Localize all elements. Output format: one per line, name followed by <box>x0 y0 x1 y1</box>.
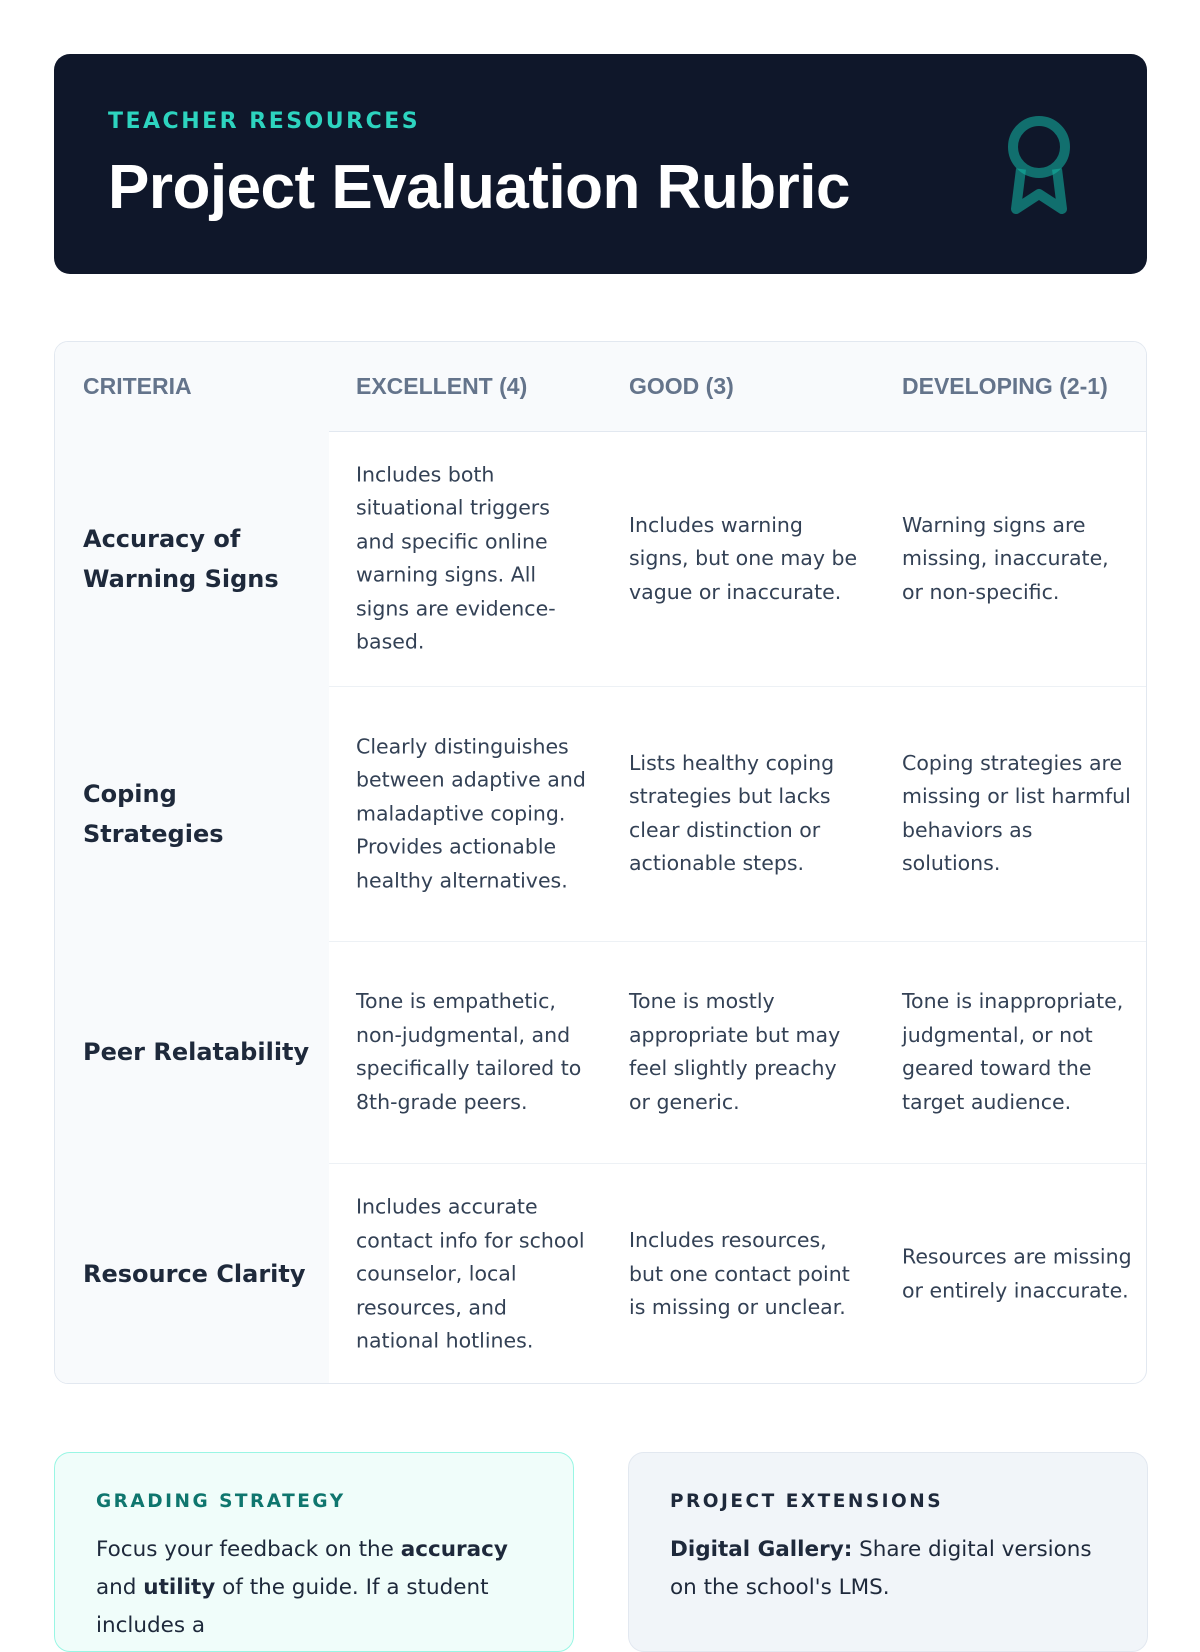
project-extensions-heading: PROJECT EXTENSIONS <box>670 1491 944 1512</box>
digital-gallery-label: Digital Gallery: <box>670 1537 853 1562</box>
page-title: Project Evaluation Rubric <box>108 153 851 222</box>
criteria-label: Coping Strategies <box>83 779 224 848</box>
developing-cell: Resources are missing or entirely inaccurate. <box>902 1244 1132 1302</box>
header-eyebrow: TEACHER RESOURCES <box>108 109 421 134</box>
excellent-cell: Tone is empathetic, non-judgmental, and specifically tailored to 8th-grade peers. <box>356 989 582 1114</box>
good-cell: Lists healthy coping strategies but lacks clear distinction or actionable steps. <box>629 750 835 875</box>
grading-strategy-heading: GRADING STRATEGY <box>96 1491 346 1512</box>
criteria-cell <box>55 1163 329 1384</box>
table-row <box>55 431 1146 687</box>
good-cell: Tone is mostly appropriate but may feel slightly preachy or generic. <box>629 989 841 1114</box>
grading-text-part: and <box>96 1575 144 1600</box>
grading-strategy-text <box>96 1531 536 1645</box>
rubric-table <box>54 341 1147 1384</box>
column-header-good: GOOD (3) <box>629 373 734 399</box>
project-extensions-card <box>628 1452 1148 1652</box>
table-row <box>55 941 1146 1164</box>
header-banner <box>54 54 1147 274</box>
column-header-criteria: CRITERIA <box>83 373 192 399</box>
table-row <box>55 686 1146 942</box>
grading-text-part: Focus your feedback on the <box>96 1537 401 1562</box>
criteria-cell <box>55 431 329 686</box>
table-header <box>55 342 1146 432</box>
good-cell: Includes warning signs, but one may be vague or inaccurate. <box>629 512 858 604</box>
project-extensions-text <box>670 1531 1110 1607</box>
excellent-cell: Includes accurate contact info for school counselor, local resources, and national hotlines. <box>356 1194 585 1353</box>
column-header-excellent: EXCELLENT (4) <box>356 373 528 399</box>
column-header-developing: DEVELOPING (2-1) <box>902 373 1108 399</box>
criteria-label: Peer Relatability <box>83 1038 310 1066</box>
digital-gallery-text: Share digital versions on the school's LMS. <box>670 1537 1092 1600</box>
grading-emphasis-utility: utility <box>143 1575 216 1600</box>
table-row <box>55 1163 1146 1384</box>
grading-emphasis-accuracy: accuracy <box>400 1537 508 1562</box>
criteria-cell <box>55 941 329 1163</box>
good-cell: Includes resources, but one contact point is missing or unclear. <box>629 1227 850 1319</box>
criteria-label: Accuracy of Warning Signs <box>83 524 279 593</box>
excellent-cell: Clearly distinguishes between adaptive and maladaptive coping. Provides actionable healthy alternatives. <box>356 733 586 892</box>
award-ribbon-icon <box>1006 114 1072 214</box>
developing-cell: Warning signs are missing, inaccurate, or non-specific. <box>902 512 1109 604</box>
grading-strategy-card <box>54 1452 574 1652</box>
developing-cell: Coping strategies are missing or list harmful behaviors as solutions. <box>902 750 1131 875</box>
criteria-label: Resource Clarity <box>83 1260 306 1288</box>
excellent-cell: Includes both situational triggers and specific online warning signs. All signs are evidence-based. <box>356 462 556 654</box>
developing-cell: Tone is inappropriate, judgmental, or not geared toward the target audience. <box>902 989 1124 1114</box>
criteria-cell <box>55 686 329 941</box>
grading-text-part: of the guide. If a student includes a <box>96 1575 489 1638</box>
